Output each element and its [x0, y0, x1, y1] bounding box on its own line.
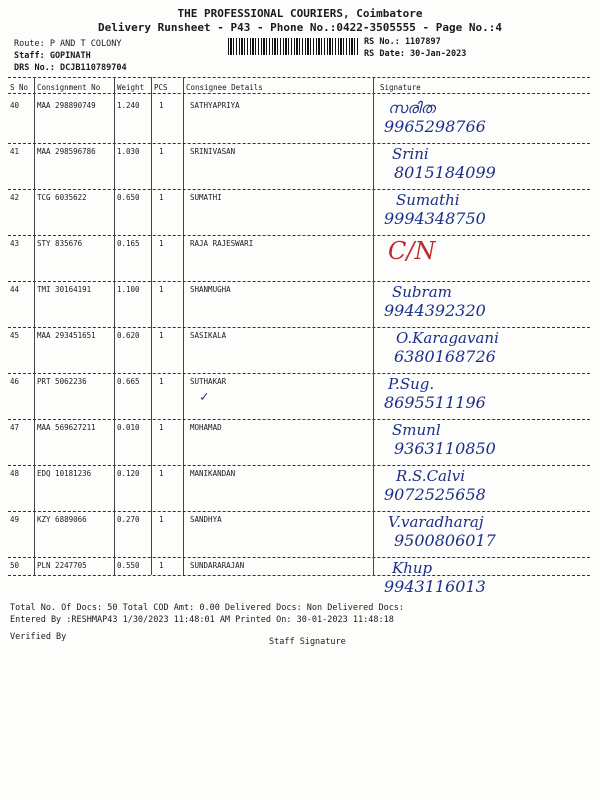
col-divider: [151, 77, 152, 575]
row-consignment: MAA 298596786: [37, 147, 96, 156]
col-consignment: Consignment No: [37, 83, 101, 92]
row-sno: 49: [10, 515, 20, 524]
table-bottom-line: [8, 575, 590, 576]
row-separator: [8, 373, 590, 374]
row-signature: Srini: [392, 145, 429, 163]
row-sno: 50: [10, 561, 20, 570]
row-weight: 0.270: [117, 515, 140, 524]
row-pcs: 1: [159, 239, 164, 248]
row-consignment: STY 835676: [37, 239, 83, 248]
row-weight: 0.650: [117, 193, 140, 202]
row-separator: [8, 327, 590, 328]
row-separator: [8, 189, 590, 190]
row-signature: Smunl: [392, 421, 441, 439]
row-signature-phone: 9072525658: [384, 485, 486, 504]
row-consignee: MOHAMAD: [190, 423, 222, 432]
row-signature: Khup: [392, 559, 433, 577]
row-consignment: PRT 5062236: [37, 377, 87, 386]
row-consignee: SASIKALA: [190, 331, 227, 340]
row-pcs: 1: [159, 193, 164, 202]
row-signature-phone: 9500806017: [394, 531, 496, 550]
row-signature-phone: 6380168726: [394, 347, 496, 366]
row-signature: R.S.Calvi: [396, 467, 466, 485]
row-pcs: 1: [159, 561, 164, 570]
staff-signature-label: Staff Signature: [269, 637, 346, 647]
row-separator: [8, 235, 590, 236]
col-divider: [34, 77, 35, 575]
row-sno: 44: [10, 285, 20, 294]
table-top-line: [8, 77, 590, 78]
row-consignment: MAA 569627211: [37, 423, 96, 432]
row-consignee: SATHYAPRIYA: [190, 101, 240, 110]
row-consignment: KZY 6889066: [37, 515, 87, 524]
company-title: THE PROFESSIONAL COURIERS, Coimbatore: [177, 7, 423, 20]
row-consignee: SUMATHI: [190, 193, 222, 202]
col-divider: [183, 77, 184, 575]
col-consignee: Consignee Details: [186, 83, 263, 92]
entered-by-line: Entered By :RESHMAP43 1/30/2023 11:48:01 AM Printed On: 30-01-2023 11:48:18: [10, 615, 394, 625]
row-pcs: 1: [159, 515, 164, 524]
row-signature: Subram: [392, 283, 452, 301]
row-pcs: 1: [159, 377, 164, 386]
row-sno: 47: [10, 423, 20, 432]
row-consignee: SANDHYA: [190, 515, 222, 524]
row-sno: 48: [10, 469, 20, 478]
row-consignee: SUNDARARAJAN: [190, 561, 245, 570]
row-weight: 0.620: [117, 331, 140, 340]
drs-number: DRS No.: DCJB110789704: [14, 63, 127, 73]
row-signature-phone: 8015184099: [394, 163, 496, 182]
row-signature: Sumathi: [396, 191, 460, 209]
row-weight: 0.550: [117, 561, 140, 570]
row-weight: 1.030: [117, 147, 140, 156]
row-sno: 46: [10, 377, 20, 386]
row-consignee: SRINIVASAN: [190, 147, 236, 156]
row-pcs: 1: [159, 147, 164, 156]
row-separator: [8, 281, 590, 282]
row-pcs: 1: [159, 469, 164, 478]
row-consignment: TMI 30164191: [37, 285, 92, 294]
row-weight: 0.665: [117, 377, 140, 386]
rs-number: RS No.: 1107897: [364, 37, 441, 47]
col-divider: [373, 77, 374, 575]
row-consignment: TCG 6035622: [37, 193, 87, 202]
row-sno: 40: [10, 101, 20, 110]
row-signature-phone: 9363110850: [394, 439, 496, 458]
row-signature: C/N: [388, 237, 436, 265]
runsheet-title: Delivery Runsheet - P43 - Phone No.:0422-3505555 - Page No.:4: [98, 21, 502, 34]
row-signature-phone: 8695511196: [384, 393, 486, 412]
row-weight: 0.010: [117, 423, 140, 432]
row-consignee: MANIKANDAN: [190, 469, 236, 478]
row-separator: [8, 419, 590, 420]
row-weight: 1.240: [117, 101, 140, 110]
row-signature-phone: 9965298766: [384, 117, 486, 136]
row-pcs: 1: [159, 423, 164, 432]
barcode: [228, 38, 358, 55]
row-separator: [8, 143, 590, 144]
row-signature: സരിത: [388, 99, 435, 117]
totals-line: Total No. Of Docs: 50 Total COD Amt: 0.00 Delivered Docs: Non Delivered Docs:: [10, 603, 405, 613]
col-pcs: PCS: [154, 83, 168, 92]
row-separator: [8, 557, 590, 558]
row-separator: [8, 511, 590, 512]
row-sno: 43: [10, 239, 20, 248]
col-sno: S No: [10, 83, 29, 92]
rs-date: RS Date: 30-Jan-2023: [364, 49, 467, 59]
row-consignment: PLN 2247705: [37, 561, 87, 570]
row-weight: 1.100: [117, 285, 140, 294]
col-divider: [114, 77, 115, 575]
col-signature: Signature: [380, 83, 421, 92]
row-pcs: 1: [159, 101, 164, 110]
row-pcs: 1: [159, 331, 164, 340]
route-label: Route: P AND T COLONY: [14, 39, 122, 49]
row-signature: P.Sug.: [388, 375, 435, 393]
row-sno: 42: [10, 193, 20, 202]
row-signature-phone: 9943116013: [384, 577, 486, 596]
row-sno: 41: [10, 147, 20, 156]
row-consignee: SHANMUGHA: [190, 285, 231, 294]
row-consignment: MAA 298890749: [37, 101, 96, 110]
row-weight: 0.120: [117, 469, 140, 478]
row-consignment: EDQ 10181236: [37, 469, 92, 478]
row-consignee: SUTHAKAR: [190, 377, 227, 386]
row-separator: [8, 465, 590, 466]
row-pcs: 1: [159, 285, 164, 294]
row-weight: 0.165: [117, 239, 140, 248]
table-header-line: [8, 93, 590, 94]
row-signature: O.Karagavani: [396, 329, 499, 347]
row-sno: 45: [10, 331, 20, 340]
check-mark-icon: ✓: [200, 389, 209, 405]
col-weight: Weight: [117, 83, 145, 92]
row-signature-phone: 9944392320: [384, 301, 486, 320]
row-signature: V.varadharaj: [388, 513, 484, 531]
row-consignment: MAA 293451651: [37, 331, 96, 340]
row-consignee: RAJA RAJESWARI: [190, 239, 254, 248]
verified-by-label: Verified By: [10, 632, 67, 642]
row-signature-phone: 9994348750: [384, 209, 486, 228]
staff-label: Staff: GOPINATH: [14, 51, 91, 61]
